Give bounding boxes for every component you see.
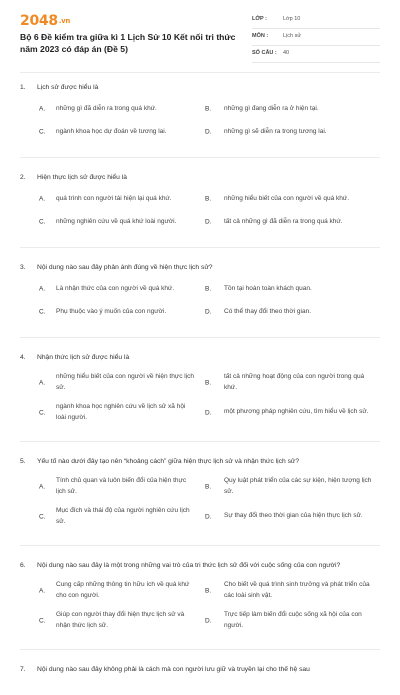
option-text: Tính chủ quan và luôn biến đổi của hiện thực lịch sử.	[56, 477, 187, 495]
question-text	[20, 664, 380, 675]
option-letter: A.	[39, 105, 46, 113]
answer-option[interactable]	[205, 125, 380, 139]
option-text: Phụ thuộc vào ý muốn của con người.	[56, 307, 167, 315]
answer-options	[20, 580, 380, 640]
meta-value: 40	[283, 50, 290, 56]
option-letter: A.	[39, 285, 46, 293]
answer-option[interactable]	[205, 476, 380, 497]
option-text: Tồn tại hoàn toàn khách quan.	[224, 284, 312, 292]
document-title: Bộ 6 Đề kiểm tra giữa kì 1 Lịch Sử 10 Kết nối tri thức năm 2023 có đáp án (Đề 5)	[20, 32, 236, 54]
answer-option[interactable]	[205, 102, 380, 116]
question-number: 5.	[20, 458, 26, 465]
answer-options	[20, 192, 380, 238]
question-prompt: Lịch sử được hiểu là	[37, 84, 99, 91]
answer-option[interactable]	[20, 215, 205, 229]
question-2	[20, 169, 380, 248]
answer-option[interactable]	[20, 372, 205, 393]
question-text	[20, 82, 380, 93]
option-letter: D.	[205, 513, 212, 520]
question-3	[20, 259, 380, 338]
option-text: Giúp con người thay đổi hiện thực lịch sử và nhận thức lịch sử.	[56, 611, 185, 629]
option-text: tất cả những hoạt động của con người trong quá khứ.	[224, 373, 365, 391]
option-text: quá trình con người tái hiện lại quá khứ.	[56, 194, 172, 202]
answer-option[interactable]	[20, 506, 205, 527]
answer-option[interactable]	[205, 506, 380, 527]
meta-value: Lịch sử	[283, 33, 302, 39]
answer-option[interactable]	[20, 192, 205, 206]
question-number: 1.	[20, 84, 26, 91]
option-letter: A.	[39, 195, 46, 203]
option-letter: B.	[205, 195, 212, 203]
answer-option[interactable]	[20, 610, 205, 631]
answer-option[interactable]	[205, 305, 380, 319]
option-text: Sự thay đổi theo thời gian của hiện thực lịch sử.	[224, 512, 363, 520]
answer-option[interactable]	[20, 580, 205, 601]
header-divider	[20, 72, 380, 73]
option-letter: B.	[205, 379, 212, 386]
answer-option[interactable]	[20, 282, 205, 296]
question-1	[20, 79, 380, 158]
option-letter: B.	[205, 285, 212, 293]
option-text: Trực tiếp làm biến đổi cuộc sống xã hội của con người.	[224, 611, 362, 629]
option-letter: B.	[205, 587, 212, 594]
option-text: những gì đang diễn ra ở hiện tại.	[224, 104, 319, 112]
answer-options	[20, 102, 380, 148]
option-letter: D.	[205, 409, 212, 416]
option-letter: C.	[39, 308, 46, 316]
answer-option[interactable]	[205, 215, 380, 229]
meta-row-count	[252, 46, 380, 63]
answer-option[interactable]	[205, 192, 380, 206]
question-prompt: Nhận thức lịch sử được hiểu là	[37, 354, 130, 361]
option-text: Quy luật phát triển của các sự kiện, hiện tượng lịch sử.	[224, 477, 372, 495]
question-prompt: Nội dung nào sau đây là một trong những vai trò của tri thức lịch sử đối với cuộc sống của con người?	[37, 562, 341, 569]
question-6	[20, 557, 380, 650]
option-letter: C.	[39, 409, 46, 416]
option-text: ngành khoa học nghiên cứu về lịch sử xã hội loài người.	[56, 403, 186, 421]
answer-option[interactable]	[205, 372, 380, 393]
question-number: 6.	[20, 562, 26, 569]
question-text	[20, 352, 380, 363]
answer-option[interactable]	[205, 610, 380, 631]
option-text: những gì sẽ diễn ra trong tương lai.	[224, 127, 327, 135]
answer-option[interactable]	[20, 305, 205, 319]
option-letter: C.	[39, 513, 46, 520]
document-header	[0, 0, 400, 72]
question-number: 2.	[20, 174, 26, 181]
question-list	[0, 79, 400, 695]
option-letter: B.	[205, 105, 212, 113]
option-text: Là nhận thức của con người về quá khứ.	[56, 284, 175, 292]
meta-table	[252, 12, 380, 63]
option-letter: A.	[39, 483, 46, 490]
option-text: những gì đã diễn ra trong quá khứ.	[56, 104, 157, 112]
answer-options	[20, 282, 380, 328]
question-text	[20, 262, 380, 273]
option-letter: A.	[39, 379, 46, 386]
question-5	[20, 453, 380, 546]
site-logo[interactable]	[20, 13, 70, 29]
option-text: ngành khoa học dự đoán về tương lai.	[56, 127, 167, 135]
question-prompt: Hiện thực lịch sử được hiểu là	[37, 174, 127, 181]
question-prompt: Yếu tố nào dưới đây tạo nên “khoảng cách” giữa hiện thực lịch sử và nhận thức lịch sử?	[37, 458, 300, 465]
answer-options	[20, 476, 380, 536]
meta-label: MÔN :	[252, 33, 269, 39]
option-text: một phương pháp nghiên cứu, tìm hiểu về lịch sử.	[224, 408, 369, 416]
option-letter: D.	[205, 128, 212, 136]
option-text: Có thể thay đổi theo thời gian.	[224, 307, 312, 315]
meta-label: LỚP :	[252, 16, 267, 22]
question-text	[20, 172, 380, 183]
answer-option[interactable]	[205, 580, 380, 601]
option-letter: C.	[39, 218, 46, 226]
option-text: những hiểu biết của con người về hiện thực lịch sử.	[56, 373, 195, 391]
option-text: Cung cấp những thông tin hữu ích về quá khứ cho con người.	[56, 581, 190, 599]
meta-row-class	[252, 12, 380, 29]
meta-row-subject	[252, 29, 380, 46]
answer-option[interactable]	[20, 476, 205, 497]
meta-label: SỐ CÂU :	[252, 50, 277, 56]
option-text: Cho biết về quá trình sinh trưởng và phát triển của các loài sinh vật.	[224, 581, 370, 599]
logo-text: 2048	[20, 13, 58, 29]
question-text	[20, 456, 380, 467]
answer-option[interactable]	[20, 125, 205, 139]
option-text: Mục đích và thái độ của người nghiên cứu lịch sử.	[56, 507, 190, 525]
question-text	[20, 560, 380, 571]
option-letter: C.	[39, 617, 46, 624]
option-letter: D.	[205, 218, 212, 226]
option-letter: D.	[205, 617, 212, 624]
answer-option[interactable]	[205, 282, 380, 296]
question-7	[20, 661, 380, 684]
option-letter: B.	[205, 483, 212, 490]
question-number: 7.	[20, 666, 26, 673]
option-text: tất cả những gì đã diễn ra trong quá khứ.	[224, 217, 343, 225]
answer-option[interactable]	[20, 102, 205, 116]
question-number: 4.	[20, 354, 26, 361]
answer-option[interactable]	[205, 402, 380, 423]
meta-value: Lớp 10	[283, 16, 301, 22]
option-letter: D.	[205, 308, 212, 316]
question-4	[20, 349, 380, 442]
option-letter: C.	[39, 128, 46, 136]
question-prompt: Nội dung nào sau đây không phải là cách mà con người lưu giữ và truyền lại cho thế hệ sau	[37, 666, 310, 673]
option-letter: A.	[39, 587, 46, 594]
question-number: 3.	[20, 264, 26, 271]
option-text: những hiểu biết của con người về quá khứ.	[224, 194, 350, 202]
logo-tld: .vn	[58, 17, 71, 25]
question-prompt: Nội dung nào sau đây phản ánh đúng về hiện thực lịch sử?	[37, 264, 213, 271]
answer-options	[20, 372, 380, 432]
option-text: những nghiên cứu về quá khứ loài người.	[56, 217, 177, 225]
answer-option[interactable]	[20, 402, 205, 423]
